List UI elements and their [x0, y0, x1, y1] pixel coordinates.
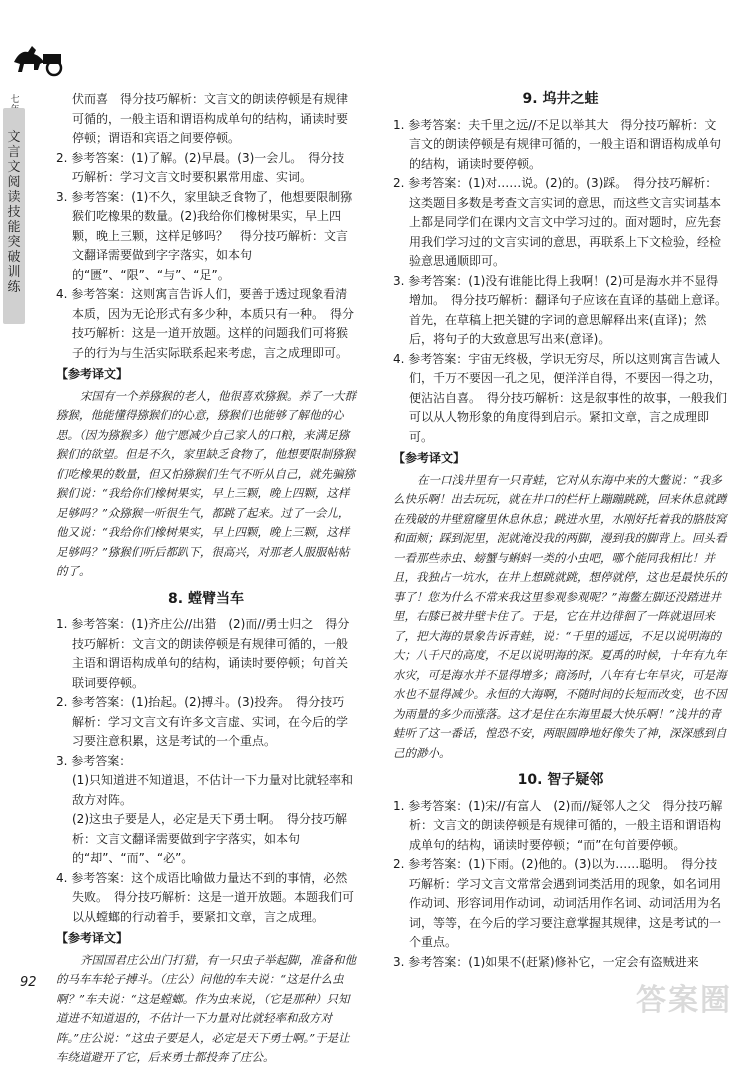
translation-text: 齐国国君庄公出门打猎，有一只虫子举起脚，准备和他的马车车轮子搏斗。（庄公）问他的车夫说：“这是什么虫啊？”车夫说：“这是螳螂。作为虫来说，（它是那种）只知道进不知道退的，不估计一下力量对比就轻率和敌方对阵。”庄公说：“这虫子要是人，必定是天下勇士啊。”于是让车绕道避开了它，后来勇士都投奔了庄公。 [56, 952, 356, 1064]
answer-line: (2)这虫子要是人，必定是天下勇士啊。 得分技巧解析：文言文翻译需要做到字字落实，如本句的“却”、“而”、“必”。 [72, 812, 348, 865]
grade-label: 七 [10, 95, 20, 105]
horse-cart-logo-icon [10, 40, 68, 78]
answer-line: 伏而喜 得分技巧解析：文言文的朗读停顿是有规律可循的，一般主语和谓语构成单句的结构，诵读时要停顿；谓语和宾语之间要停顿。 [72, 92, 349, 145]
translation-label: 【参考译文】 [56, 931, 129, 945]
translation-text: 宋国有一个养猕猴的老人，他很喜欢猕猴。养了一大群猕猴，他能懂得猕猴们的心意，猕猴们也能够了解他的心思。（因为猕猴多）他宁愿减少自己家人的口粮，来满足猕猴们的欲望。但是不久，家里缺乏食物了，他想要限制猕猴们吃橡果的数量，但又怕猕猴们生气不听从自己，就先骗猕猴们说：“我给你们橡树果实，早上三颗，晚上四颗，这样足够吗？”众猕猴一听很生气，都跳了起来。过了一会儿，他又说：“我给你们橡树果实，早上四颗，晚上三颗，这样足够吗？”猕猴们听后都趴下，很高兴，对那老人服服帖帖的了。 [56, 388, 356, 578]
answer-line: 3. 参考答案：(1)没有谁能比得上我啊！(2)可是海水并不显得增加。 得分技巧解析：翻译句子应该在直译的基础上意译。首先，在草稿上把关键的字词的意思解释出来(直译)；然后，将句子的大致意思写出来(意译)。 [393, 273, 728, 346]
answer-line: 4. 参考答案：宇宙无终极，学识无穷尽，所以这则寓言告诫人们，千万不要因一孔之见，便洋洋自得，不要因一得之功，便沾沾自喜。 得分技巧解析：这是叙事性的故事，一般我们可以从人物形象的角度得到启示。紧扣文章，言之成理即可。 [393, 351, 728, 444]
answer-line: 2. 参考答案：(1)抬起。(2)搏斗。(3)投奔。 得分技巧解析：学习文言文有许多文言虚、实词，在今后的学习要注意积累，这是考试的一个重点。 [56, 695, 349, 748]
answer-line: (1)只知道进不知道退，不估计一下力量对比就轻率和敌方对阵。 [72, 773, 354, 807]
answer-line: 3. 参考答案：(1)如果不(赶紧)修补它，一定会有盗贼进来 [393, 954, 699, 969]
answer-line: 4. 参考答案：这则寓言告诉人们，要善于透过现象看清本质，因为无论形式有多少种，本质只有一种。 得分技巧解析：这是一道开放题。这样的问题我们可将猴子的行为与生活实际联系起来考虑，言之成理即可。 [56, 287, 355, 360]
answer-line: 4. 参考答案：这个成语比喻做力量达不到的事情，必然失败。 得分技巧解析：这是一道开放题。本题我们可以从螳螂的行动着手，要紧扣文章，言之成理。 [56, 870, 355, 924]
answer-line: 3. 参考答案： [56, 753, 132, 768]
section-title: 8. 螳臂当车 [168, 590, 244, 607]
translation-label: 【参考译文】 [56, 367, 129, 381]
answer-line: 1. 参考答案：(1)齐庄公//出猎 (2)而//勇士归之 得分技巧解析：文言文的朗读停顿是有规律可循的，一般主语和谓语构成单句的结构，诵读时要停顿；句首关联词要停顿。 [56, 617, 350, 690]
translation-text: 在一口浅井里有一只青蛙，它对从东海中来的大鳖说：“我多么快乐啊！出去玩玩，就在井口的栏杆上蹦蹦跳跳，回来休息就蹲在残破的井壁窟窿里休息休息；跳进水里，水刚好托着我的胳肢窝和面颊；踩到泥里，泥就淹没我的两脚，漫到我的脚背上。回头看一看那些赤虫、螃蟹与蝌蚪一类的小虫吧，哪个能同我相比！并且，我独占一坑水，在井上想跳就跳，想停就停，这也是最快乐的事了！您为什么不常来我这里参观参观呢？”海鳖左脚还没踏进井里，右膝已被井壁卡住了。于是，它在井边徘徊了一阵就退回来了，把大海的景象告诉青蛙，说：“千里的遥远，不足以说明海的大；八千尺的高度，不足以说明海的深。夏禹的时候，十年有九年水灾，可是海水并不显得增多；商汤时，八年有七年旱灾，可是海水也不显得减少。永恒的大海啊，不随时间的长短而改变，也不因为雨量的多少而涨落。这才是住在东海里最大快乐啊！”浅井的青蛙听了这一番话，惶恐不安，两眼圆睁地好像失了神，深深感到自己的渺小。 [393, 472, 727, 760]
page-number: 92 [20, 975, 37, 990]
answer-line: 1. 参考答案：(1)宋//有富人 (2)而//疑邻人之父 得分技巧解析：文言文的朗读停顿是有规律可循的，一般主语和谓语构成单句的结构，诵读时要停顿；“而”在句首要停顿。 [393, 798, 723, 852]
answer-line: 3. 参考答案：(1)不久，家里缺乏食物了，他想要限制猕猴们吃橡果的数量。(2)我给你们橡树果实，早上四颗，晚上三颗，这样足够吗？ 得分技巧解析：文言文翻译需要做到字字落实，如本句的“匮”、“限”、“与”、“足”。 [56, 189, 353, 282]
sidebar-title: 文 言 文 阅 读 技 能 突 破 训 练 [7, 130, 21, 295]
answer-line: 2. 参考答案：(1)了解。(2)早晨。(3)一会儿。 得分技巧解析：学习文言文时要积累常用虚、实词。 [56, 150, 345, 184]
translation-label: 【参考译文】 [393, 451, 466, 465]
answer-line: 2. 参考答案：(1)下雨。(2)他的。(3)以为……聪明。 得分技巧解析：学习文言文常常会遇到词类活用的现象，如名词用作动词、形容词用作动词，动词活用作名词、动词活用为名词，等等，在今后的学习要注意掌握其规律，这是考试的一个重点。 [393, 857, 722, 949]
section-title: 9. 坞井之蛙 [522, 91, 599, 107]
answer-line: 2. 参考答案：(1)对……说。(2)的。(3)踩。 得分技巧解析：这类题目多数是考查文言实词的意思，而这些文言实词基本上都是同学们在课内文言文中学习过的。面对题时，应先套用我们学习过的文言实词的意思，再联系上下文检验，经检验意思通顺即可。 [393, 176, 722, 268]
section-title: 10. 智子疑邻 [517, 772, 604, 788]
watermark: 答案圈 [636, 983, 732, 1018]
left-column [56, 90, 356, 1068]
right-column [393, 90, 728, 972]
answer-line: 1. 参考答案：夫千里之远//不足以举其大 得分技巧解析：文言文的朗读停顿是有规律可循的，一般主语和谓语构成单句的结构，诵读时要停顿。 [393, 117, 722, 171]
